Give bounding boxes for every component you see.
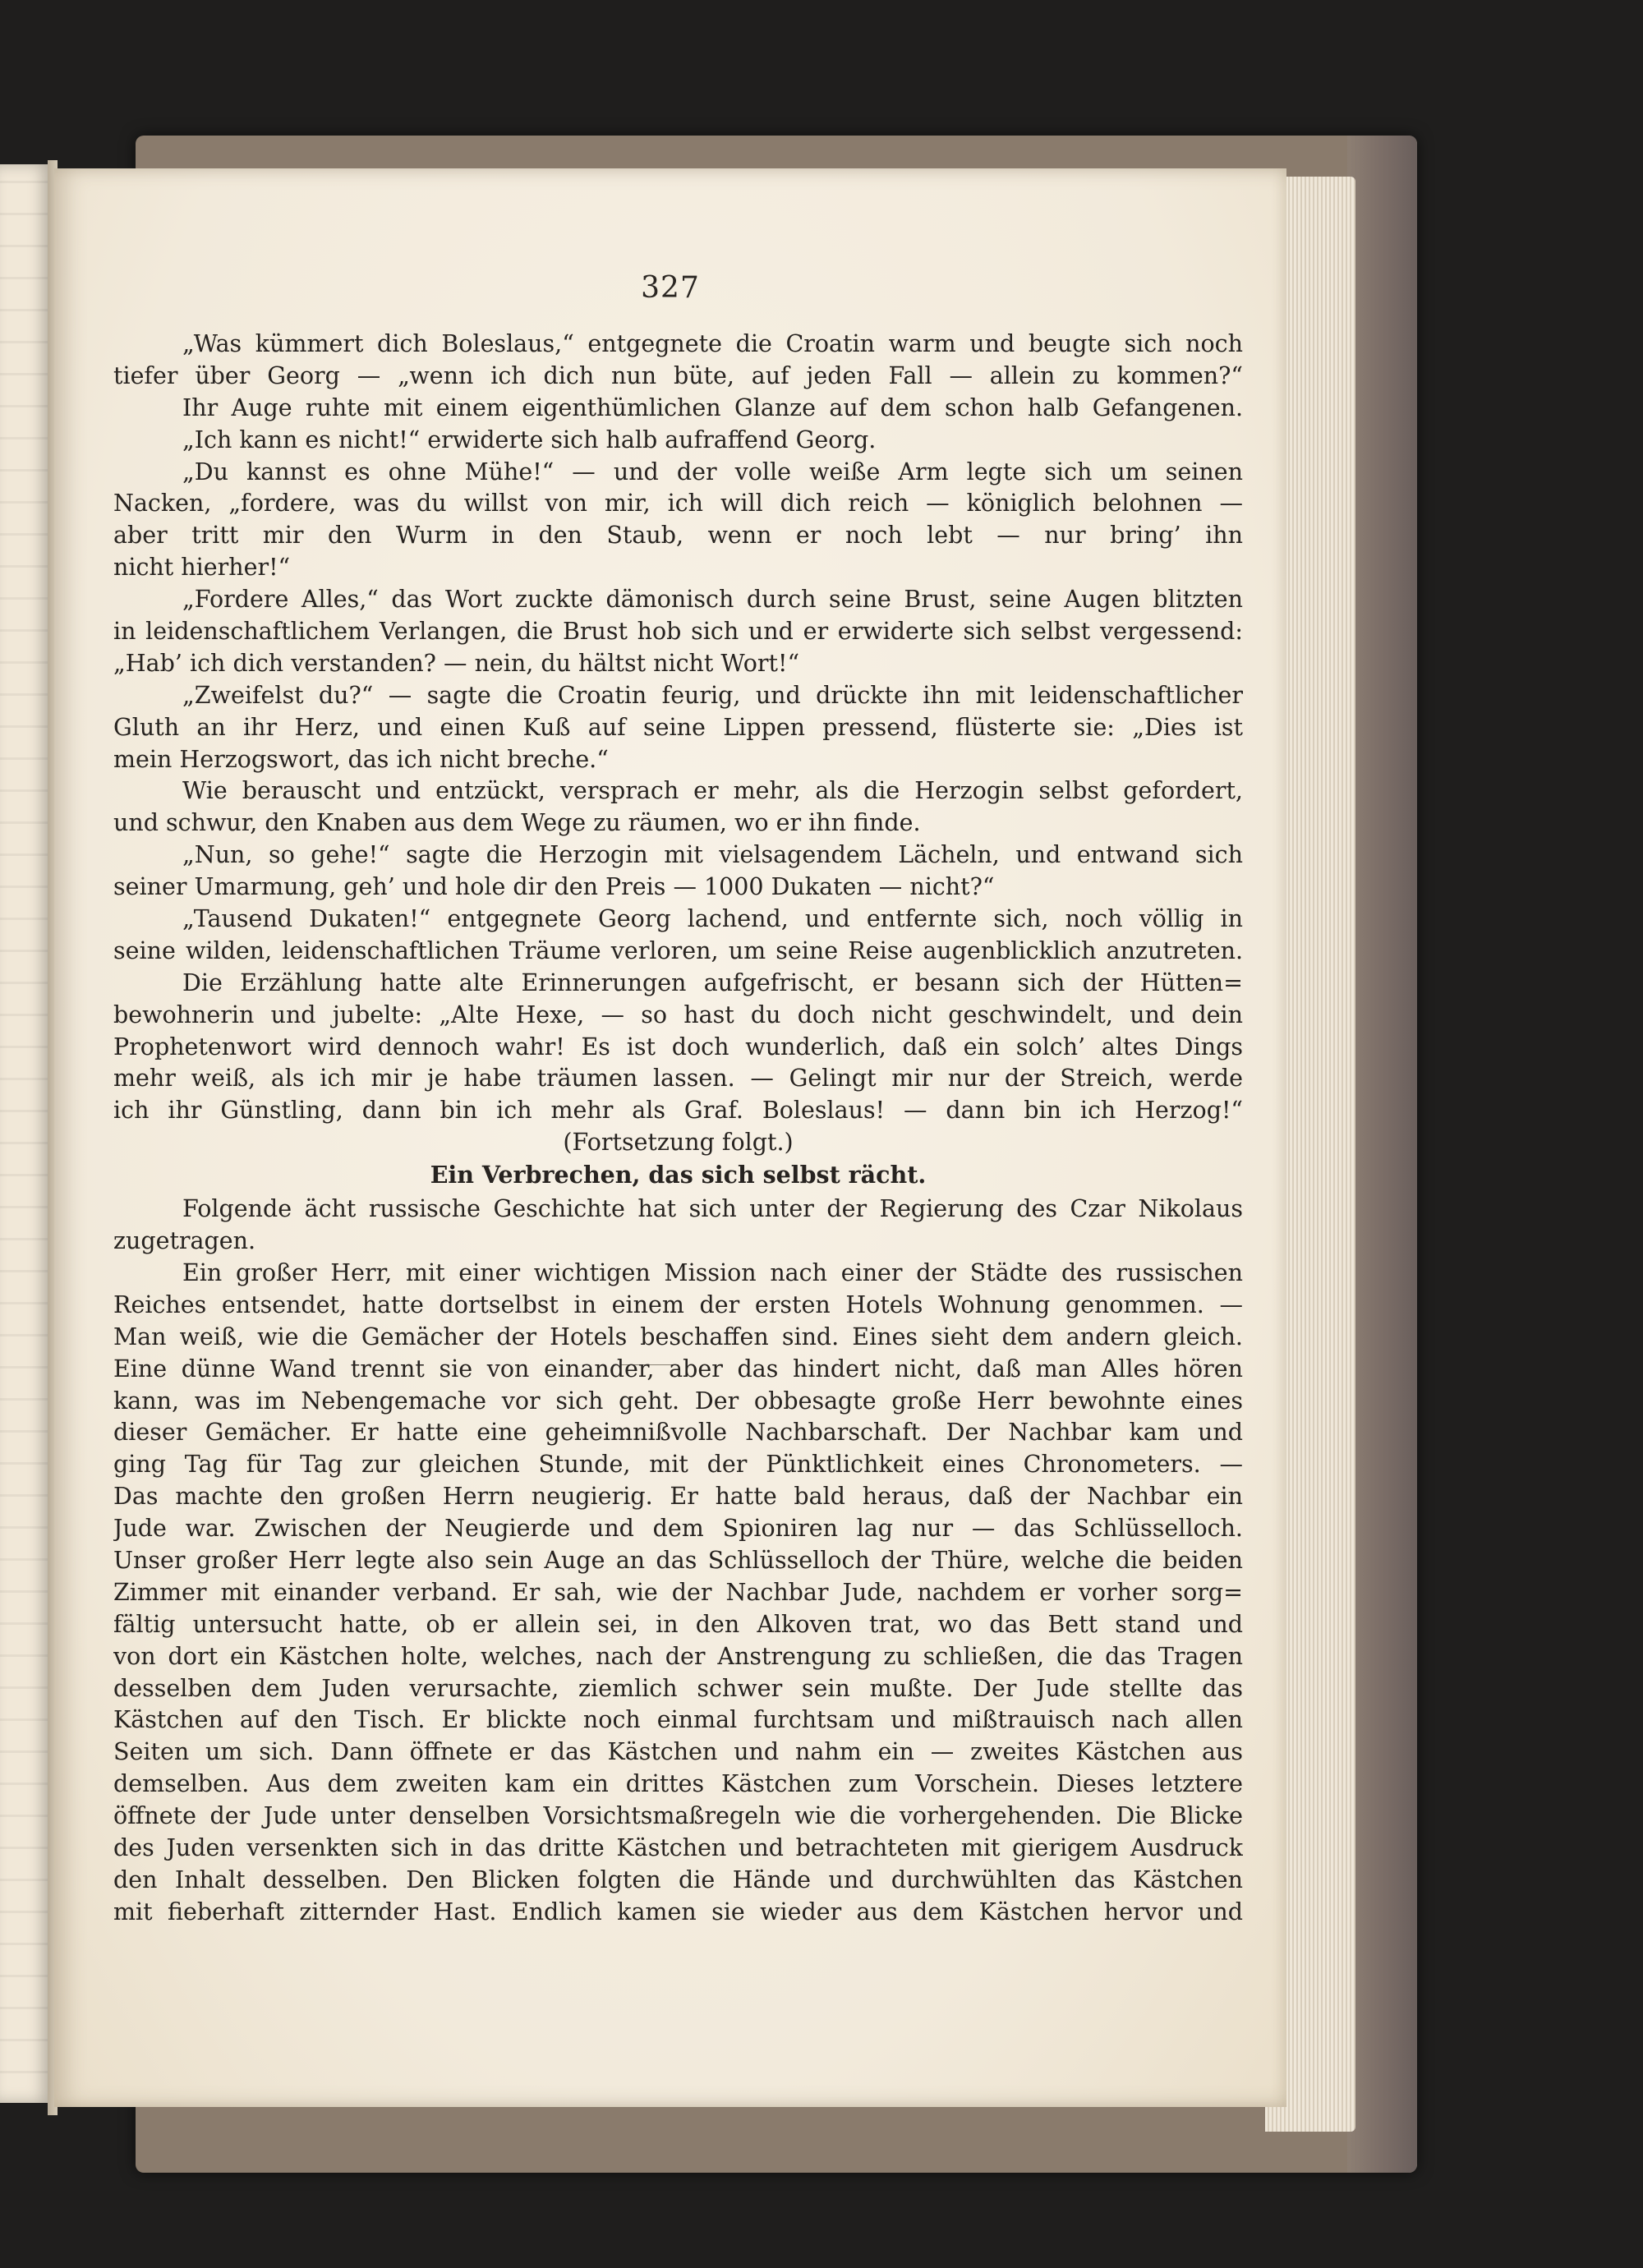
text-line: „Hab’ ich dich verstanden? — nein, du hältst nicht Wort!“ — [113, 649, 800, 677]
text-line: „Du kannst es ohne Mühe!“ — und der volle weiße Arm legte sich um seinen — [182, 458, 1243, 485]
book-page — [54, 168, 1286, 2107]
text-line: Gluth an ihr Herz, und einen Kuß auf seine Lippen pressend, flüsterte sie: „Dies ist — [113, 713, 1243, 741]
text-line: Die Erzählung hatte alte Erinnerungen aufgefrischt, er besann sich der Hütten= — [182, 968, 1243, 996]
text-line: fältig untersucht hatte, ob er allein sei, in den Alkoven trat, wo das Bett stand und — [113, 1610, 1243, 1638]
text-line: mehr weiß, als ich mir je habe träumen lassen. — Gelingt mir nur der Streich, werde — [113, 1065, 1243, 1093]
text-line: Nacken, „fordere, was du willst von mir, ich will dich reich — königlich belohnen — — [113, 490, 1243, 518]
continued-note: (Fortsetzung folgt.) — [563, 1129, 794, 1157]
text-line: Unser großer Herr legte also sein Auge an das Schlüsselloch der Thüre, welche die beiden — [113, 1546, 1243, 1574]
text-line: bewohnerin und jubelte: „Alte Hexe, — so hast du doch nicht geschwindelt, und dein — [113, 1001, 1243, 1028]
article-heading: Ein Verbrechen, das sich selbst rächt. — [430, 1161, 927, 1189]
text-line: mit fieberhaft zitternder Hast. Endlich kamen sie wieder aus dem Kästchen hervor und — [113, 1898, 1243, 1925]
text-line: aber tritt mir den Wurm in den Staub, wenn er noch lebt — nur bring’ ihn — [113, 522, 1243, 550]
text-line: Seiten um sich. Dann öffnete er das Kästchen und nahm ein — zweites Kästchen aus — [113, 1738, 1243, 1766]
text-line: den Inhalt desselben. Den Blicken folgten die Hände und durchwühlten das Kästchen — [113, 1865, 1243, 1893]
text-line: nicht hierher!“ — [113, 554, 291, 582]
text-line: demselben. Aus dem zweiten kam ein drittes Kästchen zum Vorschein. Dieses letztere — [113, 1770, 1243, 1798]
text-line: Kästchen auf den Tisch. Er blickte noch einmal furchtsam und mißtrauisch nach allen — [113, 1706, 1243, 1734]
text-line: Das machte den großen Herrn neugierig. Er hatte bald heraus, daß der Nachbar ein — [113, 1483, 1243, 1511]
text-line: „Ich kann es nicht!“ erwiderte sich halb aufraffend Georg. — [182, 426, 877, 453]
text-line: ging Tag für Tag zur gleichen Stunde, mit der Pünktlichkeit eines Chronometers. — — [113, 1451, 1243, 1479]
text-line: Prophetenwort wird dennoch wahr! Es ist doch wunderlich, daß ein solch’ altes Dings — [113, 1033, 1243, 1060]
text-line: „Fordere Alles,“ das Wort zuckte dämonisch durch seine Brust, seine Augen blitzten — [182, 586, 1243, 614]
text-line: Zimmer mit einander verband. Er sah, wie der Nachbar Jude, nachdem er vorher sorg= — [113, 1578, 1243, 1606]
text-line: dieser Gemächer. Er hatte eine geheimnißvolle Nachbarschaft. Der Nachbar kam und — [113, 1419, 1243, 1447]
text-line: von dort ein Kästchen holte, welches, nach der Anstrengung zu schließen, die das Tragen — [113, 1642, 1243, 1670]
text-line: mein Herzogswort, das ich nicht breche.“ — [113, 745, 609, 773]
text-line: Ihr Auge ruhte mit einem eigenthümlichen Glanze auf dem schon halb Gefangenen. — [182, 393, 1243, 421]
text-line: Jude war. Zwischen der Neugierde und dem Spioniren lag nur — das Schlüsselloch. — [113, 1515, 1243, 1543]
text-line: „Was kümmert dich Boleslaus,“ entgegnete die Croatin warm und beugte sich noch — [182, 330, 1243, 357]
text-line: desselben dem Juden verursachte, ziemlich schwer sein mußte. Der Jude stellte das — [113, 1674, 1243, 1702]
text-line: „Zweifelst du?“ — sagte die Croatin feurig, und drückte ihn mit leidenschaftlicher — [182, 681, 1243, 709]
text-line: kann, was im Nebengemache vor sich geht. Der obbesagte große Herr bewohnte eines — [113, 1387, 1243, 1415]
text-line: öffnete der Jude unter denselben Vorsichtsmaßregeln wie die vorhergehenden. Die Blicke — [113, 1802, 1243, 1830]
text-line: seine wilden, leidenschaftlichen Träume verloren, um seine Reise augenblicklich anzutreten. — [113, 936, 1243, 964]
text-line: in leidenschaftlichem Verlangen, die Brust hob sich und er erwiderte sich selbst vergessend: — [113, 618, 1243, 646]
text-line: tiefer über Georg — „wenn ich dich nun büte, auf jeden Fall — allein zu kommen?“ — [113, 361, 1243, 389]
facing-page-edge — [0, 164, 51, 2103]
text-line: des Juden versenkten sich in das dritte Kästchen und betrachteten mit gierigem Ausdruck — [113, 1833, 1243, 1861]
text-line: Man weiß, wie die Gemächer der Hotels beschaffen sind. Eines sieht dem andern gleich. — [113, 1323, 1243, 1350]
text-line: Wie berauscht und entzückt, versprach er mehr, als die Herzogin selbst gefordert, — [182, 777, 1243, 805]
text-line: „Nun, so gehe!“ sagte die Herzogin mit vielsagendem Lächeln, und entwand sich — [182, 841, 1243, 869]
text-line: seiner Umarmung, geh’ und hole dir den Preis — 1000 Dukaten — nicht?“ — [113, 873, 995, 901]
text-line: Eine dünne Wand trennt sie von einander, aber das hindert nicht, daß man Alles hören — [113, 1355, 1243, 1382]
text-line: Ein großer Herr, mit einer wichtigen Mission nach einer der Städte des russischen — [182, 1258, 1243, 1286]
page-text — [113, 329, 1243, 1929]
text-line: und schwur, den Knaben aus dem Wege zu räumen, wo er ihn finde. — [113, 809, 921, 837]
text-line: Folgende ächt russische Geschichte hat sich unter der Regierung des Czar Nikolaus — [182, 1195, 1243, 1223]
text-line: zugetragen. — [113, 1227, 256, 1255]
page-number: 327 — [641, 271, 700, 305]
text-line: „Tausend Dukaten!“ entgegnete Georg lachend, und entfernte sich, noch völlig in — [182, 905, 1243, 933]
text-line: ich ihr Günstling, dann bin ich mehr als Graf. Boleslaus! — dann bin ich Herzog!“ — [113, 1097, 1243, 1125]
text-line: Reiches entsendet, hatte dortselbst in einem der ersten Hotels Wohnung genommen. — — [113, 1290, 1243, 1318]
